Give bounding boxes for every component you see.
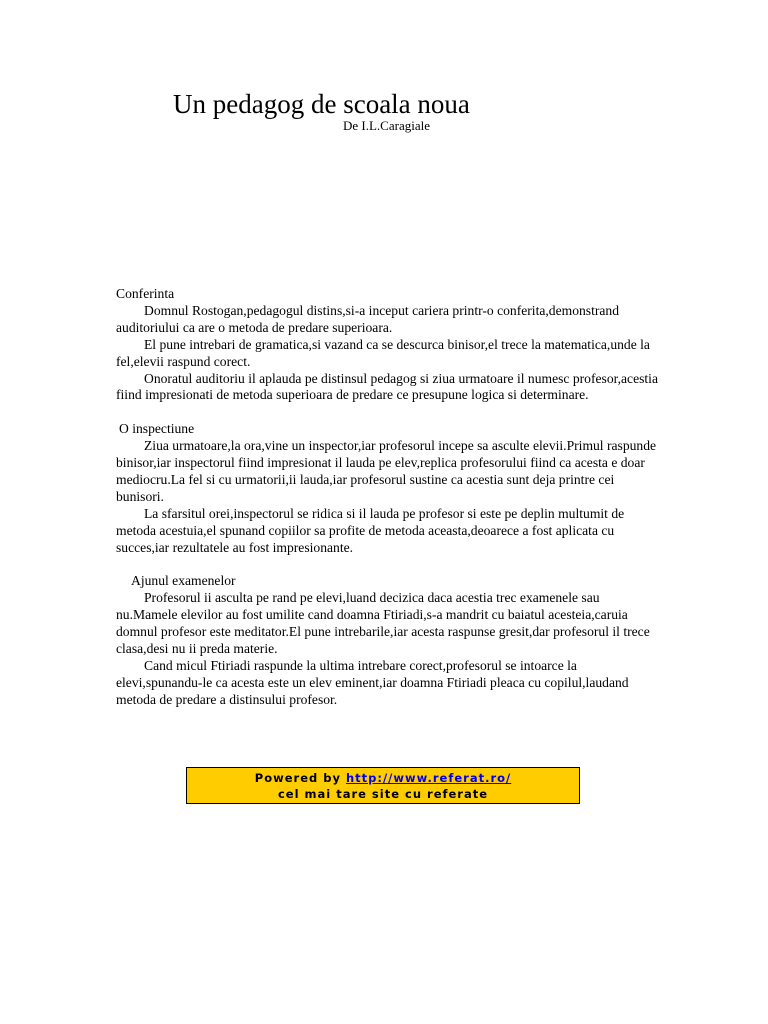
banner-line-1 (187, 770, 579, 786)
powered-by-banner (186, 767, 580, 804)
paragraph: Domnul Rostogan,pedagogul distins,si-a inceput cariera printr-o conferita,demonstrand auditoriului ca are o metoda de predare superioara. (116, 302, 620, 335)
section-ajunul-examenelor (116, 573, 661, 708)
paragraph: Profesorul ii asculta pe rand pe elevi,luand decizica daca acestia trec examenele sau nu.Mamele elevilor au fost umilite cand doamna Ftiriadi,s-a mandrit cu baiatul acesteia,caruia domnul profesor este meditator.El pune intrebarile,iar acesta raspunse gresit,dar profesorul il trece clasa,desi nu ii preda materie. (116, 590, 650, 656)
document-title: Un pedagog de scoala noua (173, 89, 470, 119)
paragraph: Cand micul Ftiriadi raspunde la ultima intrebare corect,profesorul se intoarce la elevi,spunandu-le ca acesta este un elev eminent,iar doamna Ftiriadi pleaca cu copilul,laudand metoda de predare a distinsului profesor. (116, 657, 629, 707)
paragraph: Onoratul auditoriu il aplauda pe distinsul pedagog si ziua urmatoare il numesc profesor,acestia fiind impresionati de metoda superioara de predare ce presupune logica si determinare. (116, 370, 658, 403)
section-conferinta (116, 286, 661, 404)
paragraph: Ziua urmatoare,la ora,vine un inspector,iar profesorul incepe sa asculte elevii.Primul raspunde binisor,iar inspectorul fiind impresionat il lauda pe elev,replica profesorului fiind ca acesta e doar mediocru.La fel si cu urmatorii,ii lauda,iar profesorul sustine ca acestia sunt deja printre cei bunisori. (116, 438, 657, 504)
document-body (116, 286, 661, 709)
referat-link[interactable]: http://www.referat.ro/ (345, 771, 512, 785)
paragraph: El pune intrebari de gramatica,si vazand ca se descurca binisor,el trece la matematica,unde la fel,elevii raspund corect. (116, 336, 650, 369)
banner-prefix: Powered by (254, 771, 346, 785)
section-o-inspectiune (116, 421, 661, 556)
section-heading: Conferinta (116, 286, 175, 301)
document-author: De I.L.Caragiale (343, 118, 430, 133)
section-heading: Ajunul examenelor (131, 573, 236, 589)
section-heading: O inspectiune (119, 421, 195, 437)
paragraph: La sfarsitul orei,inspectorul se ridica si il lauda pe profesor si este pe deplin multumit de metoda acestuia,el spunand copiilor sa profite de metoda aceasta,deoarece a fost aplicata cu succes,iar rezultatele au fost impresionante. (116, 505, 625, 555)
banner-tagline: cel mai tare site cu referate (277, 787, 489, 801)
